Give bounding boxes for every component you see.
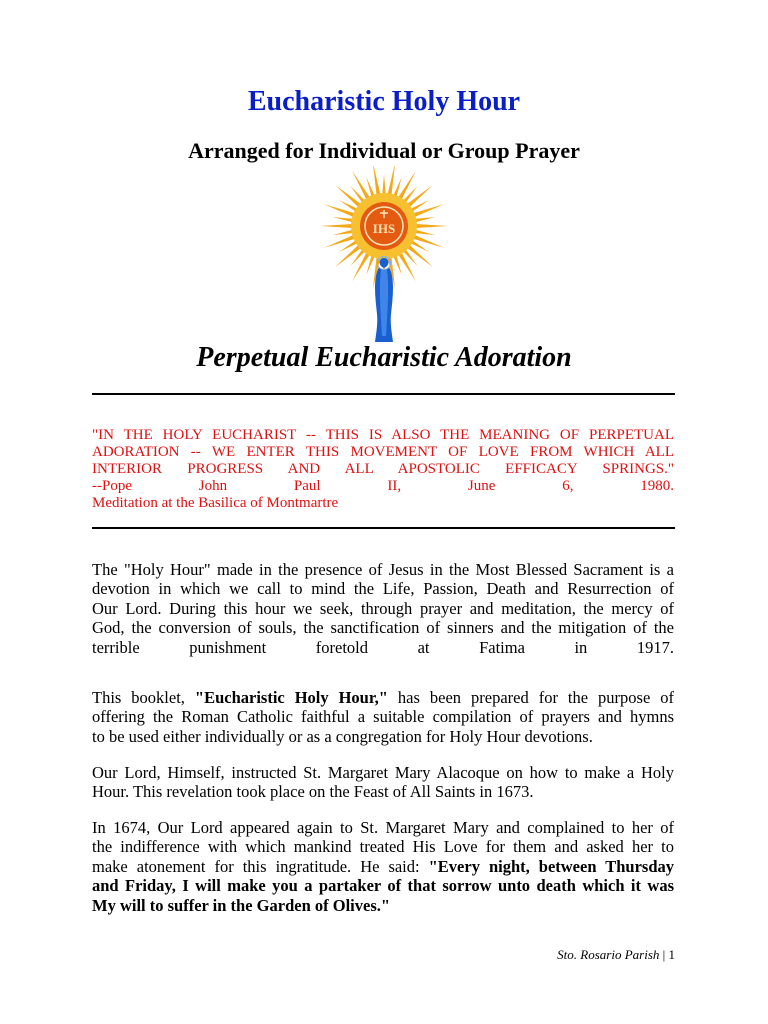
- page-subtitle: Arranged for Individual or Group Prayer: [188, 138, 580, 163]
- text-line: Our Lord, Himself, instructed St. Margaret Mary Alacoque on how to make a Holy: [92, 763, 674, 782]
- paragraph-apparition: [92, 818, 674, 915]
- footer-separator: |: [659, 947, 669, 962]
- paragraph-booklet: [92, 688, 674, 746]
- monstrance-emblem: [318, 166, 450, 344]
- quote-line: "IN THE HOLY EUCHARIST -- THIS IS ALSO THE MEANING OF PERPETUAL: [92, 427, 674, 443]
- text-line: Hour. This revelation took place on the Feast of All Saints in 1673.: [92, 782, 534, 802]
- page-title: Eucharistic Holy Hour: [247, 86, 521, 117]
- text-line: The "Holy Hour" made in the presence of Jesus in the Most Blessed Sacrament is a: [92, 560, 674, 579]
- quote-bold: My will to suffer in the Garden of Olives.": [92, 895, 391, 915]
- booklet-title: "Eucharistic Holy Hour,": [194, 688, 388, 707]
- sun-ray: [387, 166, 395, 197]
- sun-ray: [414, 224, 448, 228]
- sun-ray: [320, 224, 354, 228]
- text-line: offering the Roman Catholic faithful a suitable compilation of prayers and hymns: [92, 707, 674, 727]
- text-line: [92, 688, 674, 707]
- sun-ray: [397, 171, 416, 202]
- sun-ray: [352, 251, 371, 282]
- sun-ray: [397, 251, 416, 282]
- text-run: make atonement for this ingratitude. He said:: [92, 856, 429, 876]
- sun-ray: [373, 166, 381, 197]
- divider-bottom: [92, 527, 675, 529]
- pope-quote-block: [92, 427, 674, 512]
- text-run: This booklet,: [92, 688, 195, 707]
- page-number: 1: [668, 947, 675, 962]
- marian-figure-icon: [375, 257, 393, 343]
- quote-bold: "Every night, between Thursday: [428, 856, 674, 876]
- divider-top: [92, 393, 675, 395]
- text-line: [92, 896, 674, 915]
- quote-attribution: --Pope John Paul II, June 6, 1980.: [92, 478, 674, 494]
- quote-bold: and Friday, I will make you a partaker of that sorrow unto death which it was: [92, 876, 674, 896]
- text-line: to be used either individually or as a congregation for Holy Hour devotions.: [92, 726, 593, 746]
- text-line: terrible punishment foretold at Fatima in 1917.: [92, 637, 674, 657]
- text-line: God, the conversion of souls, the sanctification of sinners and the mitigation of the: [92, 618, 674, 638]
- text-line: [92, 876, 674, 895]
- text-line: In 1674, Our Lord appeared again to St. Margaret Mary and complained to her of: [92, 818, 674, 837]
- ihs-monogram: IHS: [372, 221, 396, 236]
- paragraph-holy-hour: [92, 560, 674, 657]
- text-line: devotion in which we call to mind the Life, Passion, Death and Resurrection of: [92, 579, 674, 599]
- quote-line: INTERIOR PROGRESS AND ALL APOSTOLIC EFFICACY SPRINGS.": [92, 461, 674, 477]
- footer-parish: Sto. Rosario Parish: [557, 947, 660, 962]
- quote-line: ADORATION -- WE ENTER THIS MOVEMENT OF LOVE FROM WHICH ALL: [92, 444, 674, 460]
- paragraph-instruction: [92, 763, 674, 802]
- page-footer: [557, 947, 675, 963]
- section-title: Perpetual Eucharistic Adoration: [196, 342, 572, 373]
- quote-source: Meditation at the Basilica of Montmartre: [92, 495, 339, 511]
- text-line: [92, 857, 674, 876]
- text-run: has been prepared for the purpose of: [387, 688, 674, 707]
- sun-ray: [352, 171, 371, 202]
- text-line: the indifference with which mankind treated His Love for them and asked her to: [92, 837, 674, 857]
- text-line: Our Lord. During this hour we seek, through prayer and meditation, the mercy of: [92, 598, 674, 618]
- sun-ray: [382, 174, 386, 196]
